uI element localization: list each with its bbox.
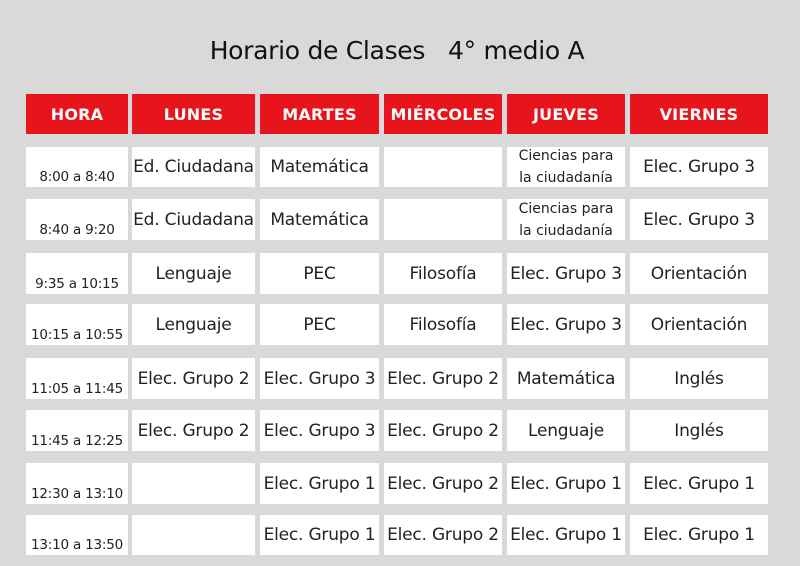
header-miercoles: MIÉRCOLES xyxy=(384,94,502,134)
class-cell-miercoles: Elec. Grupo 2 xyxy=(384,358,502,399)
class-cell-martes: PEC xyxy=(260,253,379,294)
class-cell-martes: Elec. Grupo 3 xyxy=(260,358,379,399)
class-cell-jueves: Elec. Grupo 3 xyxy=(507,253,625,294)
class-cell-jueves: Lenguaje xyxy=(507,410,625,451)
class-cell-viernes: Elec. Grupo 1 xyxy=(630,515,768,555)
header-viernes: VIERNES xyxy=(630,94,768,134)
class-cell-miercoles xyxy=(384,147,502,187)
class-cell-miercoles: Elec. Grupo 2 xyxy=(384,463,502,504)
header-martes: MARTES xyxy=(260,94,379,134)
class-cell-jueves: Elec. Grupo 3 xyxy=(507,304,625,345)
class-cell-jueves: Ciencias para la ciudadanía xyxy=(507,147,625,187)
class-cell-martes: Elec. Grupo 1 xyxy=(260,463,379,504)
time-cell: 13:10 a 13:50 xyxy=(26,515,128,555)
class-cell-miercoles: Elec. Grupo 2 xyxy=(384,410,502,451)
class-cell-lunes: Elec. Grupo 2 xyxy=(132,358,255,399)
class-cell-martes: Matemática xyxy=(260,147,379,187)
time-cell: 12:30 a 13:10 xyxy=(26,463,128,504)
time-cell: 11:05 a 11:45 xyxy=(26,358,128,399)
class-cell-viernes: Elec. Grupo 3 xyxy=(630,199,768,240)
class-cell-viernes: Orientación xyxy=(630,304,768,345)
header-hora: HORA xyxy=(26,94,128,134)
class-cell-lunes: Lenguaje xyxy=(132,304,255,345)
header-jueves: JUEVES xyxy=(507,94,625,134)
class-cell-miercoles xyxy=(384,199,502,240)
header-lunes: LUNES xyxy=(132,94,255,134)
class-cell-lunes xyxy=(132,463,255,504)
class-cell-viernes: Inglés xyxy=(630,358,768,399)
class-cell-lunes: Ed. Ciudadana xyxy=(132,199,255,240)
class-cell-martes: PEC xyxy=(260,304,379,345)
time-cell: 9:35 a 10:15 xyxy=(26,253,128,294)
class-cell-viernes: Elec. Grupo 1 xyxy=(630,463,768,504)
class-cell-miercoles: Filosofía xyxy=(384,253,502,294)
class-cell-lunes: Ed. Ciudadana xyxy=(132,147,255,187)
class-cell-martes: Elec. Grupo 1 xyxy=(260,515,379,555)
class-cell-martes: Matemática xyxy=(260,199,379,240)
time-cell: 8:40 a 9:20 xyxy=(26,199,128,240)
class-cell-martes: Elec. Grupo 3 xyxy=(260,410,379,451)
class-cell-jueves: Elec. Grupo 1 xyxy=(507,463,625,504)
page-title: Horario de Clases 4° medio A xyxy=(209,36,585,65)
class-cell-jueves: Matemática xyxy=(507,358,625,399)
class-cell-viernes: Orientación xyxy=(630,253,768,294)
class-cell-lunes xyxy=(132,515,255,555)
class-cell-miercoles: Filosofía xyxy=(384,304,502,345)
time-cell: 8:00 a 8:40 xyxy=(26,147,128,187)
class-cell-lunes: Elec. Grupo 2 xyxy=(132,410,255,451)
class-cell-viernes: Elec. Grupo 3 xyxy=(630,147,768,187)
class-cell-jueves: Ciencias para la ciudadanía xyxy=(507,199,625,240)
class-cell-miercoles: Elec. Grupo 2 xyxy=(384,515,502,555)
class-cell-viernes: Inglés xyxy=(630,410,768,451)
time-cell: 10:15 a 10:55 xyxy=(26,304,128,345)
time-cell: 11:45 a 12:25 xyxy=(26,410,128,451)
class-cell-lunes: Lenguaje xyxy=(132,253,255,294)
class-cell-jueves: Elec. Grupo 1 xyxy=(507,515,625,555)
